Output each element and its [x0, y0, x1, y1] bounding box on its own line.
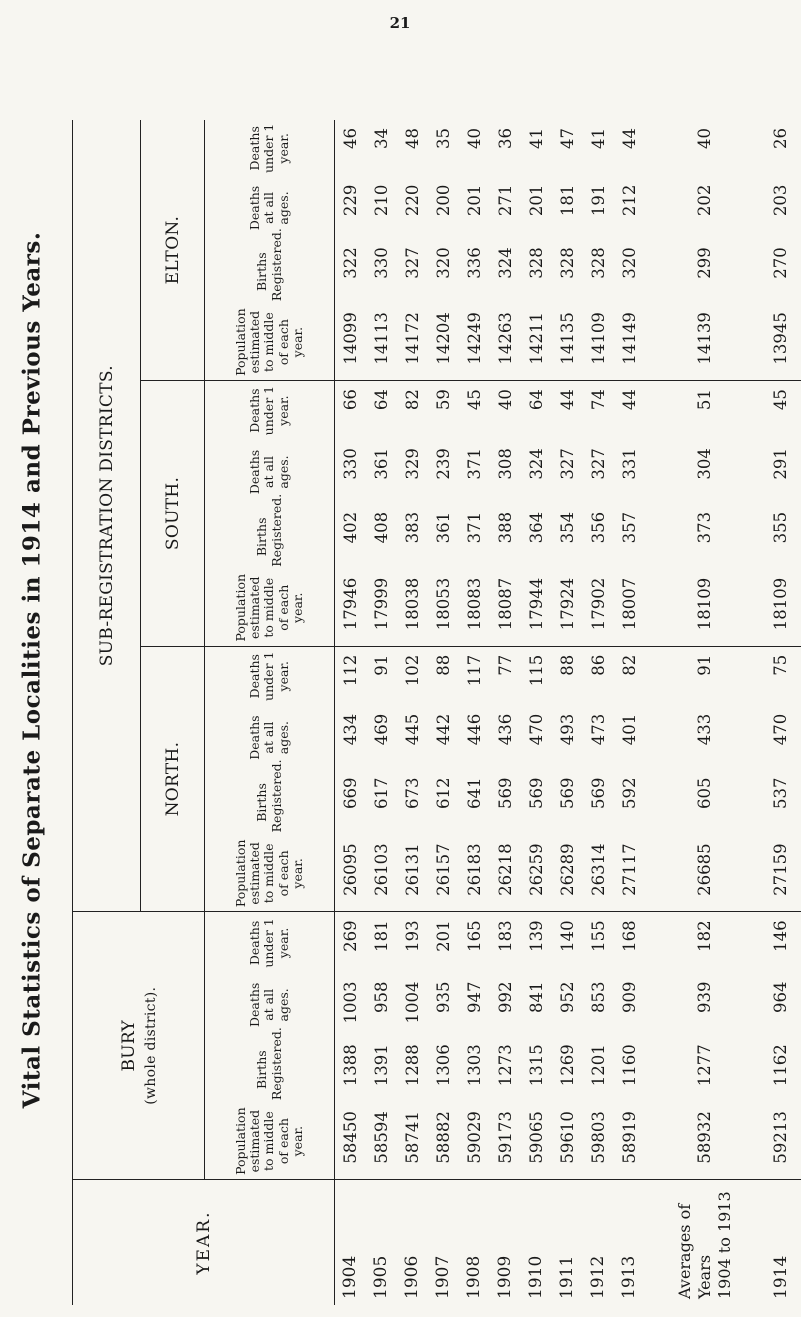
data-cell: 183: [490, 912, 521, 974]
data-cell: 356: [588, 511, 608, 544]
table-body: [335, 120, 801, 1305]
data-cell: 269: [335, 912, 366, 974]
data-cell: 364: [526, 511, 546, 544]
averages-label-line: 1904 to 1913: [714, 1191, 734, 1299]
averages-label-line: Averages of: [674, 1203, 694, 1299]
data-cell: 1391: [371, 1044, 391, 1087]
spacer-row: [645, 120, 659, 1305]
data-cell: 59610: [557, 1111, 577, 1164]
elton-header: ELTON.: [141, 120, 205, 381]
row-label: 1909: [490, 1180, 521, 1305]
data-cell: 537: [771, 777, 790, 809]
data-cell: 155: [583, 912, 614, 974]
data-cell: 229: [340, 184, 360, 217]
data-cell: 324: [526, 448, 546, 480]
row-label: 1908: [459, 1180, 490, 1305]
data-cell: 853: [588, 981, 608, 1013]
data-cell: 51: [659, 381, 751, 441]
elton-deaths-column-header: Deaths at all ages.: [205, 177, 335, 240]
data-cell: 77: [490, 646, 521, 706]
data-cell: 210: [371, 184, 391, 217]
data-cell: 641: [464, 777, 484, 809]
bury-births-column-header: Births Registered.: [205, 1036, 335, 1103]
data-cell: 320: [433, 247, 453, 279]
data-cell: 617: [371, 777, 391, 809]
south-births-column-header: Births Registered.: [205, 504, 335, 570]
data-cell: 40: [490, 381, 521, 441]
data-cell: 17946: [340, 577, 360, 631]
data-cell: 388: [495, 511, 515, 544]
table-row: [521, 120, 552, 1305]
table-row: [614, 120, 645, 1305]
data-cell: 58741: [402, 1111, 422, 1164]
statistics-table-rotated: [72, 120, 791, 1305]
vital-statistics-table: [72, 120, 801, 1305]
subregistration-header: SUB-REGISTRATION DISTRICTS.: [73, 120, 141, 912]
data-cell: 1004: [402, 981, 422, 1024]
north-births-column-header: Births Registered.: [205, 769, 335, 835]
data-cell: 26218: [495, 843, 515, 896]
bury-infant-deaths-column-header: Deaths under 1 year.: [205, 912, 335, 974]
data-cell: 91: [659, 646, 751, 706]
elton-infant-deaths-column-header: Deaths under 1 year.: [205, 120, 335, 177]
data-cell: 45: [751, 381, 801, 441]
elton-population-column-header: Population estimated to middle of each year.: [205, 304, 335, 381]
bury-area-header: [73, 912, 205, 1180]
data-cell: 1201: [588, 1044, 608, 1087]
data-cell: 18087: [495, 577, 515, 631]
data-cell: 1277: [695, 1044, 714, 1087]
data-cell: 17944: [526, 577, 546, 631]
data-cell: 75: [751, 646, 801, 706]
averages-row: [659, 120, 751, 1305]
data-cell: 964: [771, 981, 790, 1013]
data-cell: 220: [402, 184, 422, 217]
south-header: SOUTH.: [141, 381, 205, 647]
data-cell: 1303: [464, 1044, 484, 1087]
data-cell: 91: [366, 646, 397, 706]
table-row: [490, 120, 521, 1305]
data-cell: 433: [695, 713, 714, 746]
data-cell: 1003: [340, 981, 360, 1024]
data-cell: 442: [433, 713, 453, 746]
data-cell: 18109: [771, 577, 790, 631]
data-cell: 329: [402, 448, 422, 480]
data-cell: 18083: [464, 577, 484, 631]
data-cell: 27159: [771, 843, 790, 896]
data-cell: 327: [402, 247, 422, 279]
data-cell: 59: [428, 381, 459, 441]
data-cell: 201: [428, 912, 459, 974]
data-cell: 569: [495, 777, 515, 809]
year-column-header: YEAR.: [73, 1180, 335, 1305]
data-cell: 947: [464, 981, 484, 1013]
data-cell: 46: [340, 128, 360, 149]
data-cell: 569: [526, 777, 546, 809]
column-header-row: [205, 120, 335, 1305]
data-cell: 18109: [695, 577, 714, 631]
data-cell: 88: [552, 646, 583, 706]
data-cell: 82: [397, 381, 428, 441]
data-cell: 203: [771, 184, 790, 217]
data-cell: 473: [588, 713, 608, 746]
data-cell: 383: [402, 511, 422, 544]
data-cell: 470: [771, 713, 790, 746]
data-cell: 1269: [557, 1044, 577, 1087]
data-cell: 40: [695, 128, 714, 149]
data-cell: 446: [464, 713, 484, 746]
data-cell: 355: [771, 511, 790, 544]
data-cell: 26103: [371, 843, 391, 896]
data-cell: 146: [751, 912, 801, 974]
data-cell: 320: [619, 247, 639, 279]
data-cell: 102: [397, 646, 428, 706]
table-row: [583, 120, 614, 1305]
row-label: 1911: [552, 1180, 583, 1305]
data-cell: 330: [340, 448, 360, 480]
data-cell: 26183: [464, 843, 484, 896]
data-cell: 14135: [557, 312, 577, 365]
page-title-text: Vital Statistics of Separate Localities in 1914 and Previous Years.: [18, 231, 46, 1109]
data-cell: 436: [495, 713, 515, 746]
data-cell: 569: [557, 777, 577, 809]
data-cell: 304: [695, 448, 714, 480]
row-label: 1904: [335, 1180, 366, 1305]
data-cell: 74: [583, 381, 614, 441]
data-cell: 168: [614, 912, 645, 974]
data-cell: 14263: [495, 312, 515, 365]
data-cell: 64: [521, 381, 552, 441]
data-cell: 27117: [619, 843, 639, 896]
data-cell: 14172: [402, 312, 422, 365]
data-cell: 354: [557, 511, 577, 544]
data-cell: 26095: [340, 843, 360, 896]
data-cell: 322: [340, 247, 360, 279]
data-cell: 327: [557, 448, 577, 480]
data-cell: 271: [495, 184, 515, 217]
data-cell: 939: [695, 981, 714, 1013]
data-cell: 330: [371, 247, 391, 279]
data-cell: 26131: [402, 843, 422, 896]
data-cell: 14109: [588, 312, 608, 365]
data-cell: 17924: [557, 577, 577, 631]
data-cell: 239: [433, 448, 453, 480]
bury-sub-label: (whole district).: [142, 986, 159, 1105]
data-cell: 401: [619, 713, 639, 746]
data-cell: 201: [526, 184, 546, 217]
data-cell: 181: [366, 912, 397, 974]
data-cell: 44: [619, 128, 639, 149]
north-header: NORTH.: [141, 646, 205, 912]
data-cell: 1306: [433, 1044, 453, 1087]
data-cell: 181: [557, 184, 577, 217]
data-cell: 40: [464, 128, 484, 149]
data-cell: 58450: [340, 1111, 360, 1164]
data-cell: 35: [433, 128, 453, 149]
data-cell: 1273: [495, 1044, 515, 1087]
data-cell: 14113: [371, 312, 391, 365]
data-cell: 139: [521, 912, 552, 974]
data-cell: 140: [552, 912, 583, 974]
table-row: [459, 120, 490, 1305]
table-row: [335, 120, 366, 1305]
data-cell: 193: [397, 912, 428, 974]
data-cell: 17902: [588, 577, 608, 631]
bury-label: BURY: [118, 1019, 139, 1072]
data-cell: 26289: [557, 843, 577, 896]
data-cell: 26685: [695, 843, 714, 896]
data-cell: 200: [433, 184, 453, 217]
north-population-column-header: Population estimated to middle of each year.: [205, 835, 335, 912]
table-row: [552, 120, 583, 1305]
data-cell: 569: [588, 777, 608, 809]
data-cell: 673: [402, 777, 422, 809]
data-cell: 328: [526, 247, 546, 279]
data-cell: 17999: [371, 577, 391, 631]
statistics-table-frame: [72, 120, 791, 1305]
table-row: [397, 120, 428, 1305]
data-cell: 408: [371, 511, 391, 544]
data-cell: 26259: [526, 843, 546, 896]
data-cell: 371: [464, 511, 484, 544]
data-cell: 88: [428, 646, 459, 706]
data-cell: 212: [619, 184, 639, 217]
data-cell: 434: [340, 713, 360, 746]
data-cell: 66: [335, 381, 366, 441]
data-cell: 115: [521, 646, 552, 706]
data-cell: 371: [464, 448, 484, 480]
data-cell: 82: [614, 646, 645, 706]
data-cell: 41: [526, 128, 546, 149]
north-infant-deaths-column-header: Deaths under 1 year.: [205, 646, 335, 706]
data-cell: 331: [619, 448, 639, 480]
row-label: 1910: [521, 1180, 552, 1305]
data-cell: 182: [659, 912, 751, 974]
data-cell: 59803: [588, 1111, 608, 1164]
data-cell: 612: [433, 777, 453, 809]
year-1914-row: [751, 120, 801, 1305]
data-cell: 14211: [526, 312, 546, 365]
data-cell: 14149: [619, 312, 639, 365]
data-cell: 324: [495, 247, 515, 279]
data-cell: 86: [583, 646, 614, 706]
data-cell: 26314: [588, 843, 608, 896]
data-cell: 952: [557, 981, 577, 1013]
averages-label-line: Years: [694, 1254, 714, 1299]
data-cell: 841: [526, 981, 546, 1013]
data-cell: 958: [371, 981, 391, 1013]
data-cell: 1315: [526, 1044, 546, 1087]
south-population-column-header: Population estimated to middle of each year.: [205, 570, 335, 647]
data-cell: 1388: [340, 1044, 360, 1087]
data-cell: 117: [459, 646, 490, 706]
data-cell: 361: [371, 448, 391, 480]
data-cell: 992: [495, 981, 515, 1013]
data-cell: 669: [340, 777, 360, 809]
data-cell: 1288: [402, 1044, 422, 1087]
data-cell: 18038: [402, 577, 422, 631]
data-cell: 336: [464, 247, 484, 279]
data-cell: 58932: [695, 1111, 714, 1164]
data-cell: 201: [464, 184, 484, 217]
data-cell: 18007: [619, 577, 639, 631]
data-cell: 327: [588, 448, 608, 480]
data-cell: 202: [695, 184, 714, 217]
data-cell: 18053: [433, 577, 453, 631]
data-cell: 14099: [340, 312, 360, 365]
data-cell: 308: [495, 448, 515, 480]
data-cell: 357: [619, 511, 639, 544]
data-cell: 58919: [619, 1111, 639, 1164]
page-number: 21: [389, 14, 411, 32]
data-cell: 1162: [771, 1044, 790, 1087]
data-cell: 44: [614, 381, 645, 441]
data-cell: 58594: [371, 1111, 391, 1164]
data-cell: 328: [557, 247, 577, 279]
data-cell: 165: [459, 912, 490, 974]
data-cell: 299: [695, 247, 714, 279]
south-deaths-column-header: Deaths at all ages.: [205, 440, 335, 504]
data-cell: 59173: [495, 1111, 515, 1164]
data-cell: 605: [695, 777, 714, 809]
data-cell: 64: [366, 381, 397, 441]
bury-population-column-header: Population estimated to middle of each year.: [205, 1103, 335, 1180]
data-cell: 26157: [433, 843, 453, 896]
data-cell: 44: [552, 381, 583, 441]
data-cell: 14204: [433, 312, 453, 365]
data-cell: 36: [495, 128, 515, 149]
row-label: 1914: [751, 1180, 801, 1305]
row-label: 1912: [583, 1180, 614, 1305]
data-cell: 112: [335, 646, 366, 706]
data-cell: 34: [371, 128, 391, 149]
data-cell: 45: [459, 381, 490, 441]
data-cell: 373: [695, 511, 714, 544]
data-cell: 47: [557, 128, 577, 149]
data-cell: 470: [526, 713, 546, 746]
data-cell: 402: [340, 511, 360, 544]
data-cell: 361: [433, 511, 453, 544]
data-cell: 935: [433, 981, 453, 1013]
data-cell: 328: [588, 247, 608, 279]
elton-births-column-header: Births Registered.: [205, 239, 335, 304]
data-cell: 14249: [464, 312, 484, 365]
row-label: 1913: [614, 1180, 645, 1305]
data-cell: 41: [588, 128, 608, 149]
north-deaths-column-header: Deaths at all ages.: [205, 706, 335, 770]
bury-deaths-column-header: Deaths at all ages.: [205, 974, 335, 1037]
data-cell: 59065: [526, 1111, 546, 1164]
data-cell: 493: [557, 713, 577, 746]
data-cell: 14139: [695, 312, 714, 365]
data-cell: 59213: [771, 1111, 790, 1164]
data-cell: 58882: [433, 1111, 453, 1164]
table-row: [428, 120, 459, 1305]
page-title: [4, 231, 60, 1109]
data-cell: 592: [619, 777, 639, 809]
data-cell: 469: [371, 713, 391, 746]
row-label: 1906: [397, 1180, 428, 1305]
data-cell: 909: [619, 981, 639, 1013]
data-cell: 59029: [464, 1111, 484, 1164]
row-label: 1905: [366, 1180, 397, 1305]
data-cell: 291: [771, 448, 790, 480]
data-cell: 191: [588, 184, 608, 217]
data-cell: 13945: [771, 312, 790, 365]
data-cell: 270: [771, 247, 790, 279]
row-label: 1907: [428, 1180, 459, 1305]
data-cell: 26: [771, 128, 790, 149]
row-label: [659, 1180, 751, 1305]
data-cell: 1160: [619, 1044, 639, 1087]
table-row: [366, 120, 397, 1305]
data-cell: 445: [402, 713, 422, 746]
data-cell: 48: [402, 128, 422, 149]
south-infant-deaths-column-header: Deaths under 1 year.: [205, 381, 335, 441]
